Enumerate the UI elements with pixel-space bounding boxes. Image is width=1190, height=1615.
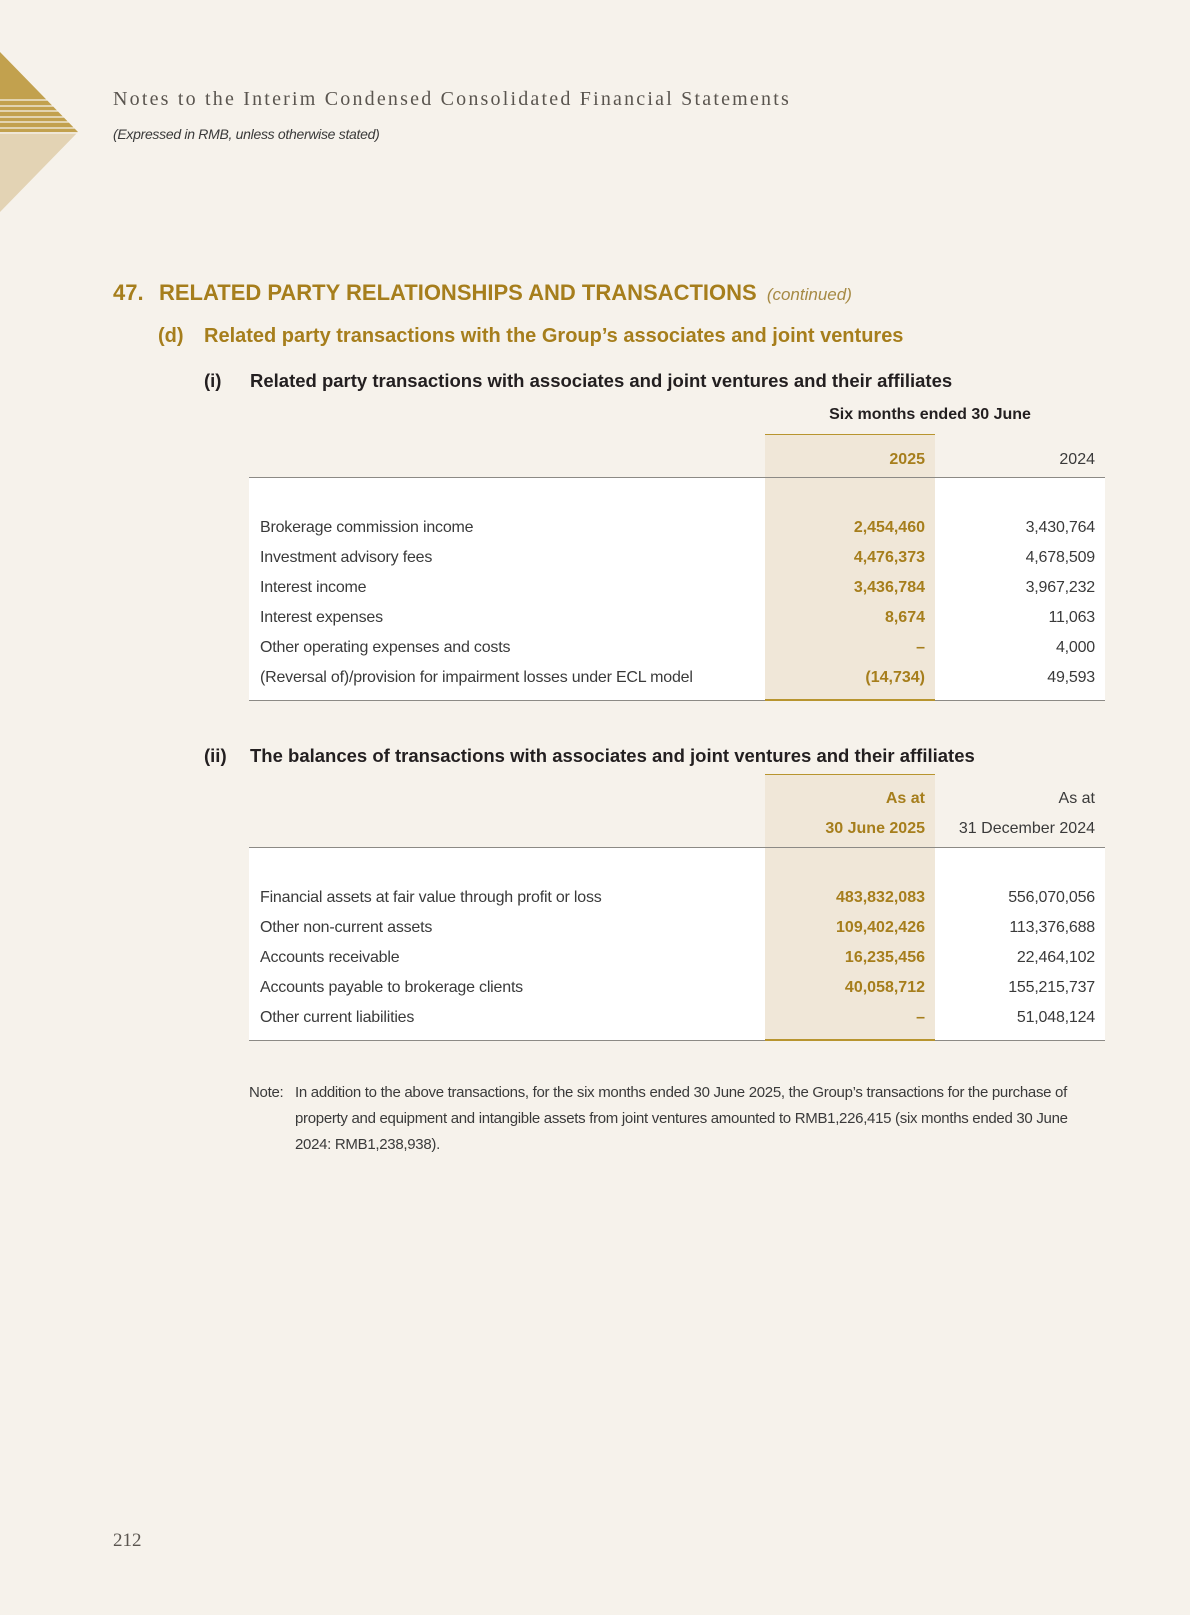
table-row bbox=[249, 545, 1105, 575]
value-2024: 11,063 bbox=[1048, 609, 1095, 626]
table-ii-heading bbox=[204, 745, 975, 767]
period-underline bbox=[765, 434, 935, 435]
table-i-header bbox=[249, 405, 1105, 477]
value-2025: 4,476,373 bbox=[853, 549, 925, 566]
period-header: Six months ended 30 June bbox=[829, 406, 1031, 423]
table-ii-label: (ii) bbox=[204, 745, 227, 766]
table-row bbox=[249, 605, 1105, 635]
value-2025: (14,734) bbox=[865, 669, 925, 686]
value-prior: 113,376,688 bbox=[1009, 919, 1095, 936]
value-2024: 3,430,764 bbox=[1025, 519, 1095, 536]
table-i bbox=[249, 405, 1105, 700]
period-topline bbox=[765, 774, 935, 775]
row-label: Accounts payable to brokerage clients bbox=[260, 979, 523, 996]
subsection-title-text: Related party transactions with the Group’s associates and joint ventures bbox=[204, 325, 904, 347]
table-row bbox=[249, 575, 1105, 605]
value-2024: 4,000 bbox=[1055, 639, 1095, 656]
value-2024: 49,593 bbox=[1047, 669, 1095, 686]
value-current: 16,235,456 bbox=[844, 949, 925, 966]
row-label: Brokerage commission income bbox=[260, 519, 474, 536]
table-row bbox=[249, 515, 1105, 545]
value-prior: 155,215,737 bbox=[1008, 979, 1095, 996]
table-ii-rows bbox=[249, 885, 1105, 1035]
section-title-text: RELATED PARTY RELATIONSHIPS AND TRANSACTIONS bbox=[159, 280, 757, 305]
table-i-heading bbox=[204, 370, 952, 392]
column-header-current-line1: As at bbox=[885, 790, 925, 807]
column-header-prior-line1: As at bbox=[1058, 790, 1095, 807]
value-2025: 3,436,784 bbox=[853, 579, 925, 596]
section-title bbox=[113, 280, 852, 306]
value-2024: 3,967,232 bbox=[1025, 579, 1095, 596]
table-row bbox=[249, 1005, 1105, 1035]
row-label: Accounts receivable bbox=[260, 949, 400, 966]
table-ii-body bbox=[249, 847, 1105, 1040]
row-label: Other current liabilities bbox=[260, 1009, 415, 1026]
table-i-rows bbox=[249, 515, 1105, 695]
column-header-2024: 2024 bbox=[1059, 451, 1095, 468]
value-prior: 22,464,102 bbox=[1016, 949, 1095, 966]
section-number: 47. bbox=[113, 280, 144, 305]
value-2025: 2,454,460 bbox=[853, 519, 925, 536]
table-row bbox=[249, 975, 1105, 1005]
footnote bbox=[249, 1080, 1105, 1158]
value-prior: 556,070,056 bbox=[1008, 889, 1095, 906]
table-i-body bbox=[249, 477, 1105, 700]
table-ii bbox=[249, 774, 1105, 1040]
value-current: 483,832,083 bbox=[836, 889, 925, 906]
row-label: Investment advisory fees bbox=[260, 549, 433, 566]
subsection-title bbox=[158, 325, 903, 348]
gold-striped-triangle-icon bbox=[0, 52, 80, 212]
table-ii-gold-rule bbox=[765, 1039, 935, 1041]
row-label: (Reversal of)/provision for impairment losses under ECL model bbox=[260, 669, 693, 686]
column-header-2025: 2025 bbox=[889, 451, 925, 468]
table-row bbox=[249, 915, 1105, 945]
page-number: 212 bbox=[113, 1530, 142, 1551]
row-label: Financial assets at fair value through profit or loss bbox=[260, 889, 602, 906]
table-row bbox=[249, 885, 1105, 915]
row-label: Other non-current assets bbox=[260, 919, 433, 936]
table-ii-title: The balances of transactions with associates and joint ventures and their affiliates bbox=[250, 745, 975, 766]
table-i-gold-rule bbox=[765, 699, 935, 701]
row-label: Interest expenses bbox=[260, 609, 383, 626]
column-header-current-line2: 30 June 2025 bbox=[825, 820, 925, 837]
value-current: 40,058,712 bbox=[844, 979, 925, 996]
value-prior: 51,048,124 bbox=[1016, 1009, 1095, 1026]
value-current: 109,402,426 bbox=[836, 919, 925, 936]
table-row bbox=[249, 945, 1105, 975]
table-ii-header bbox=[249, 774, 1105, 847]
table-i-bottom-rule bbox=[249, 700, 1105, 701]
table-row bbox=[249, 665, 1105, 695]
running-title: Notes to the Interim Condensed Consolidated Financial Statements bbox=[113, 88, 791, 110]
value-2025: – bbox=[916, 639, 925, 656]
column-header-prior-line2: 31 December 2024 bbox=[958, 820, 1095, 837]
value-current: – bbox=[916, 1009, 925, 1026]
table-i-label: (i) bbox=[204, 370, 222, 391]
subsection-label: (d) bbox=[158, 325, 184, 347]
continued-label: (continued) bbox=[766, 285, 852, 304]
running-subtitle: (Expressed in RMB, unless otherwise stated) bbox=[113, 126, 380, 142]
row-label: Other operating expenses and costs bbox=[260, 639, 511, 656]
footnote-text: In addition to the above transactions, for the six months ended 30 June 2025, the Group’s transactions for the purchase of property and equipment and intangible assets from joint ventures amounted to RMB1,226,415 (six months ended 30 June 2024: RMB1,238,938). bbox=[295, 1084, 1068, 1153]
value-2024: 4,678,509 bbox=[1025, 549, 1095, 566]
footnote-label: Note: bbox=[249, 1084, 284, 1101]
table-row bbox=[249, 635, 1105, 665]
table-ii-bottom-rule bbox=[249, 1040, 1105, 1041]
row-label: Interest income bbox=[260, 579, 367, 596]
value-2025: 8,674 bbox=[884, 609, 925, 626]
table-i-title: Related party transactions with associates and joint ventures and their affiliates bbox=[250, 370, 953, 391]
